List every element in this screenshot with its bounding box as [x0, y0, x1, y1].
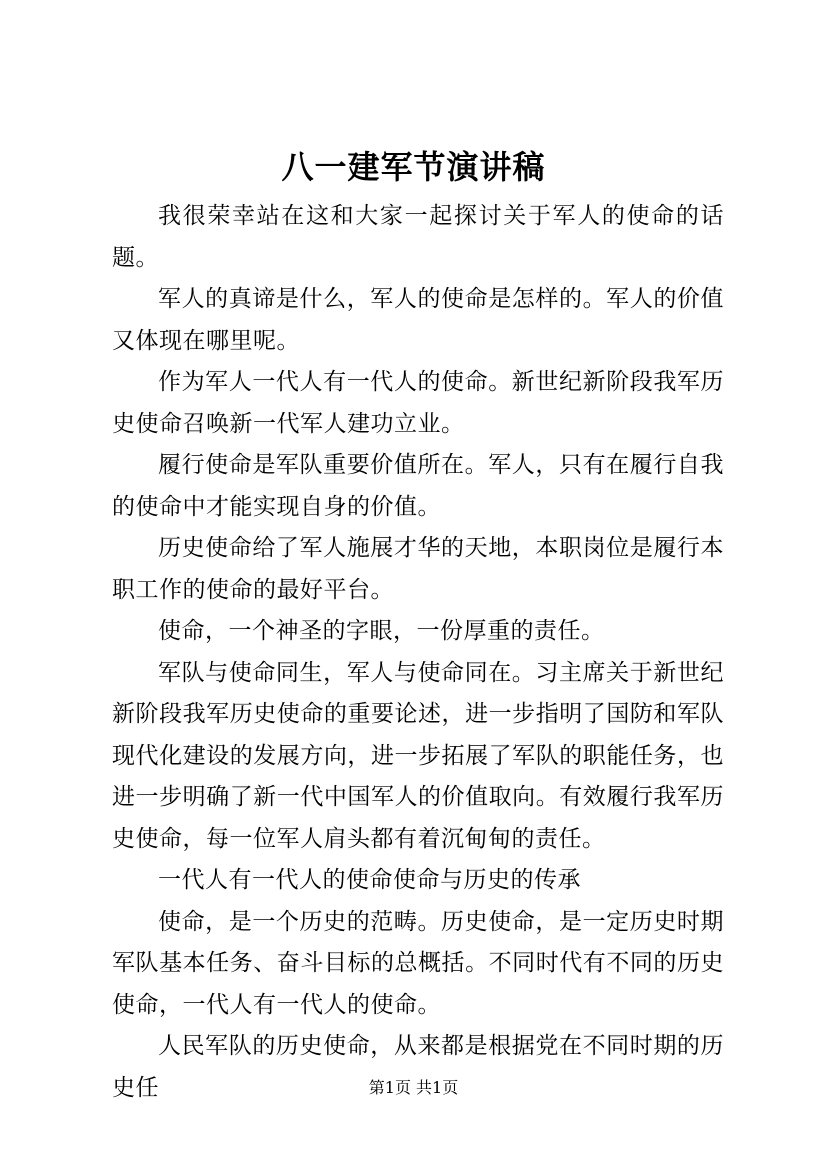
paragraph: 使命，一个神圣的字眼，一份厚重的责任。: [158, 618, 605, 644]
paragraph: 我很荣幸站在这和大家一起探讨关于军人的使命的话题。: [112, 203, 724, 271]
paragraph: 军队与使命同生，军人与使命同在。习主席关于新世纪新阶段我军历史使命的重要论述，进一步指明了国防和军队现代化建设的发展方向，进一步拓展了军队的职能任务，也进一步明确了新一代中国军人的价值取向。有效履行我军历史使命，每一位军人肩头都有着沉甸甸的责任。: [112, 659, 724, 852]
paragraph: 履行使命是军队重要价值所在。军人，只有在履行自我的使命中才能实现自身的价值。: [112, 452, 724, 520]
paragraph: 军人的真谛是什么，军人的使命是怎样的。军人的价值又体现在哪里呢。: [112, 286, 724, 354]
paragraph: 历史使命给了军人施展才华的天地，本职岗位是履行本职工作的使命的最好平台。: [112, 535, 724, 603]
paragraph: 人民军队的历史使命，从来都是根据党在不同时期的历史任: [112, 1033, 724, 1101]
paragraph: 使命，是一个历史的范畴。历史使命，是一定历史时期军队基本任务、奋斗目标的总概括。不同时代有不同的历史使命，一代人有一代人的使命。: [112, 908, 724, 1018]
document-title: 八一建军节演讲稿: [281, 148, 546, 186]
document-body: [112, 196, 724, 1109]
paragraph: 作为军人一代人有一代人的使命。新世纪新阶段我军历史使命召唤新一代军人建功立业。: [112, 369, 724, 437]
paragraph: 一代人有一代人的使命使命与历史的传承: [158, 867, 581, 893]
page-footer: 第1页 共1页: [368, 1078, 459, 1097]
